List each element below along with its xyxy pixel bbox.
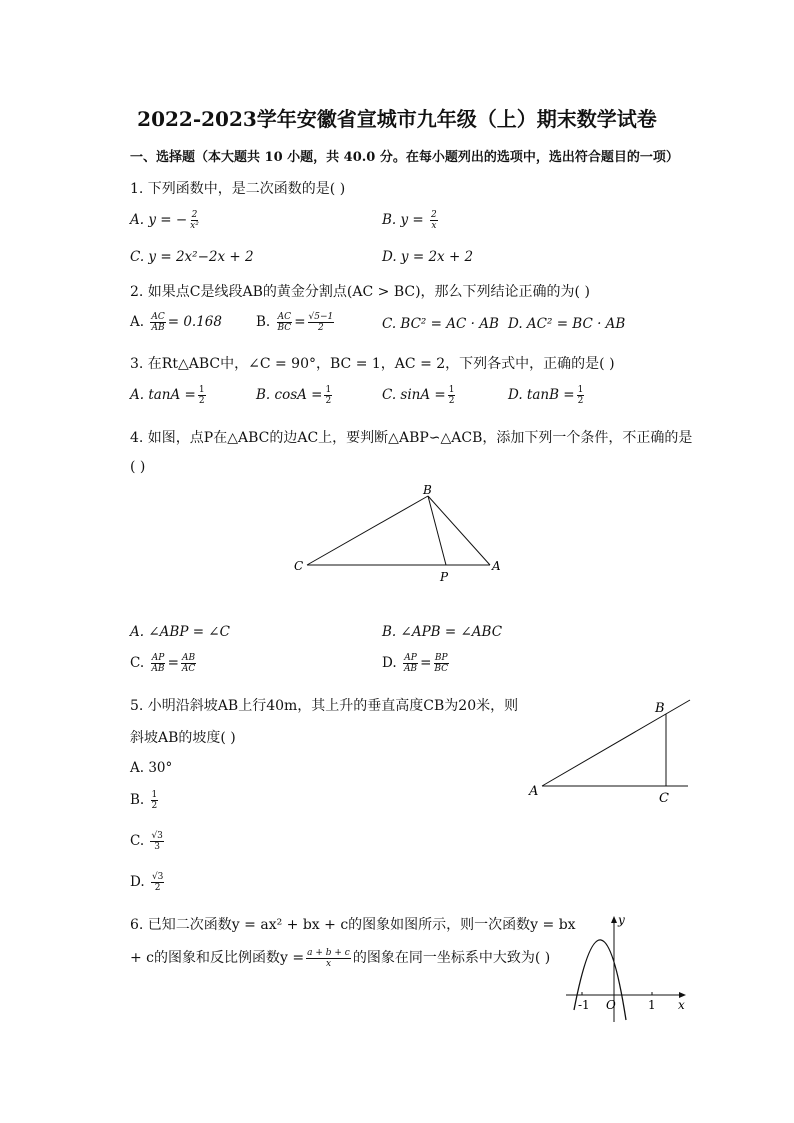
triangle-figure: [280, 478, 510, 588]
q2-option-c: C. BC² = AC · AB: [382, 316, 499, 332]
label-b: B: [423, 483, 432, 497]
q2-option-a: A. $\frac{AC}{AB}$ = 0.168: [130, 312, 222, 333]
q3-option-c: C. sinA = $\frac{1}{2}$: [382, 385, 455, 406]
q1-option-d: D. y = 2x + 2: [382, 249, 474, 265]
page-title: 2022-2023学年安徽省宣城市九年级（上）期末数学试卷: [137, 107, 657, 131]
section-heading: 一、选择题（本大题共 10 小题，共 40.0 分。在每小题列出的选项中，选出符合题目的一项）: [130, 150, 679, 165]
q1-option-a: A. y = − $\frac{2}{\text{x²}}$: [130, 210, 199, 231]
slope-line: [542, 700, 690, 786]
question-6-stem-cont: + c的图象和反比例函数y = $\frac{a + b + c}{x}$ 的图象在同一坐标系中大致为( ): [130, 947, 551, 969]
q1-option-c: C. y = 2x²−2x + 2: [130, 249, 254, 265]
question-4-stem-cont: ( ): [130, 459, 146, 475]
tick-1-label: 1: [648, 998, 656, 1012]
label-b: B: [655, 701, 665, 716]
axis-x-label: x: [678, 998, 685, 1012]
q3-option-a: A. tanA = $\frac{1}{2}$: [130, 385, 205, 406]
question-5-stem-cont: 斜坡AB的坡度( ): [130, 730, 236, 746]
q2-option-b: B. $\frac{AC}{BC}$ = $\frac{√5-1}{2}$: [256, 312, 334, 333]
q3-option-d: D. tanB = $\frac{1}{2}$: [508, 385, 584, 406]
question-6-stem: 6. 已知二次函数y = ax² + bx + c的图象如图所示，则一次函数y = bx: [130, 917, 576, 933]
q5-option-b: B. $\frac{1}{2}$: [130, 790, 158, 811]
q1-option-b: B. y = $\frac{2}{x}$: [382, 210, 437, 231]
q2-option-d: D. AC² = BC · AB: [508, 316, 626, 332]
q4-option-c: C. $\frac{AP}{AB}$ = $\frac{AB}{AC}$: [130, 653, 196, 674]
q4-option-a: A. ∠ABP = ∠C: [130, 624, 230, 640]
label-p: P: [440, 570, 449, 584]
label-a: A: [492, 559, 501, 573]
q3-option-b: B. cosA = $\frac{1}{2}$: [256, 385, 332, 406]
label-a: A: [529, 784, 539, 799]
axis-y-label: y: [618, 913, 625, 927]
question-4-stem: 4. 如图，点P在△ABC的边AC上，要判断△ABP∽△ACB，添加下列一个条件，不正确的是: [130, 430, 693, 446]
label-c: C: [659, 791, 669, 806]
origin-label: O: [606, 998, 616, 1012]
q5-option-c: C. $\frac{√3}{3}$: [130, 831, 163, 852]
question-2-stem: 2. 如果点C是线段AB的黄金分割点(AC > BC)，那么下列结论正确的为( ): [130, 284, 590, 300]
label-c: C: [294, 559, 304, 573]
question-3-stem: 3. 在Rt△ABC中，∠C = 90°，BC = 1，AC = 2，下列各式中，正确的是( ): [130, 356, 615, 372]
y-axis-arrow: [611, 916, 617, 923]
q5-option-d: D. $\frac{√3}{2}$: [130, 872, 164, 893]
segment-cb: [307, 496, 428, 565]
q5-option-a: A. 30°: [130, 760, 173, 776]
q4-option-b: B. ∠APB = ∠ABC: [382, 624, 503, 640]
tick-neg1-label: -1: [578, 998, 590, 1012]
slope-figure: [525, 690, 695, 810]
parabola-figure: [562, 910, 690, 1025]
q4-option-d: D. $\frac{AP}{AB}$ = $\frac{BP}{BC}$: [382, 653, 449, 674]
question-5-stem: 5. 小明沿斜坡AB上行40m，其上升的垂直高度CB为20米，则: [130, 698, 519, 714]
question-1-stem: 1. 下列函数中，是二次函数的是( ): [130, 181, 346, 197]
